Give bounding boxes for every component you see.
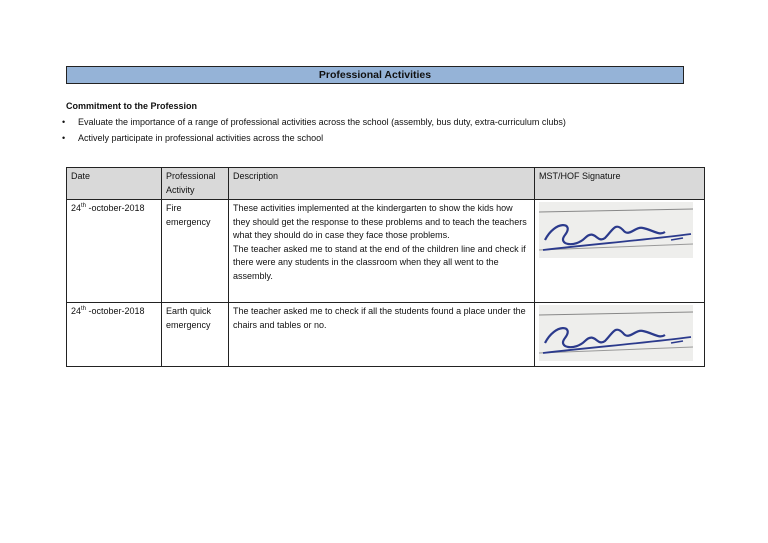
header-signature: MST/HOF Signature [535, 168, 705, 200]
cell-activity: Fire emergency [162, 200, 229, 303]
bullet-list [62, 115, 566, 147]
header-activity: Professional Activity [162, 168, 229, 200]
cell-date: 24th -october-2018 [67, 200, 162, 303]
cell-activity: Earth quick emergency [162, 303, 229, 367]
table-header-row [67, 168, 705, 200]
bullet-icon: • [62, 133, 66, 143]
page-title: Professional Activities [66, 66, 684, 84]
list-item: • Evaluate the importance of a range of professional activities across the school (assembly, bus duty, extra-curriculum clubs) [62, 117, 566, 127]
cell-description: The teacher asked me to check if all the students found a place under the chairs and tables or no. [229, 303, 535, 367]
activities-table [66, 167, 705, 367]
header-description: Description [229, 168, 535, 200]
signature-image [535, 303, 705, 367]
table-row [67, 303, 705, 367]
cell-description: These activities implemented at the kindergarten to show the kids how they should get the response to these problems and to teach the teachers what they should do in case they face those problems. The teacher asked me to stand at the end of the children line and check if there were any students in the classroom when they all went to the assembly. [229, 200, 535, 303]
table-row [67, 200, 705, 303]
cell-date: 24th -october-2018 [67, 303, 162, 367]
section-heading: Commitment to the Profession [66, 101, 198, 111]
list-item: • Actively participate in professional activities across the school [62, 133, 324, 143]
signature-image [535, 200, 705, 303]
header-date: Date [67, 168, 162, 200]
bullet-icon: • [62, 117, 66, 127]
